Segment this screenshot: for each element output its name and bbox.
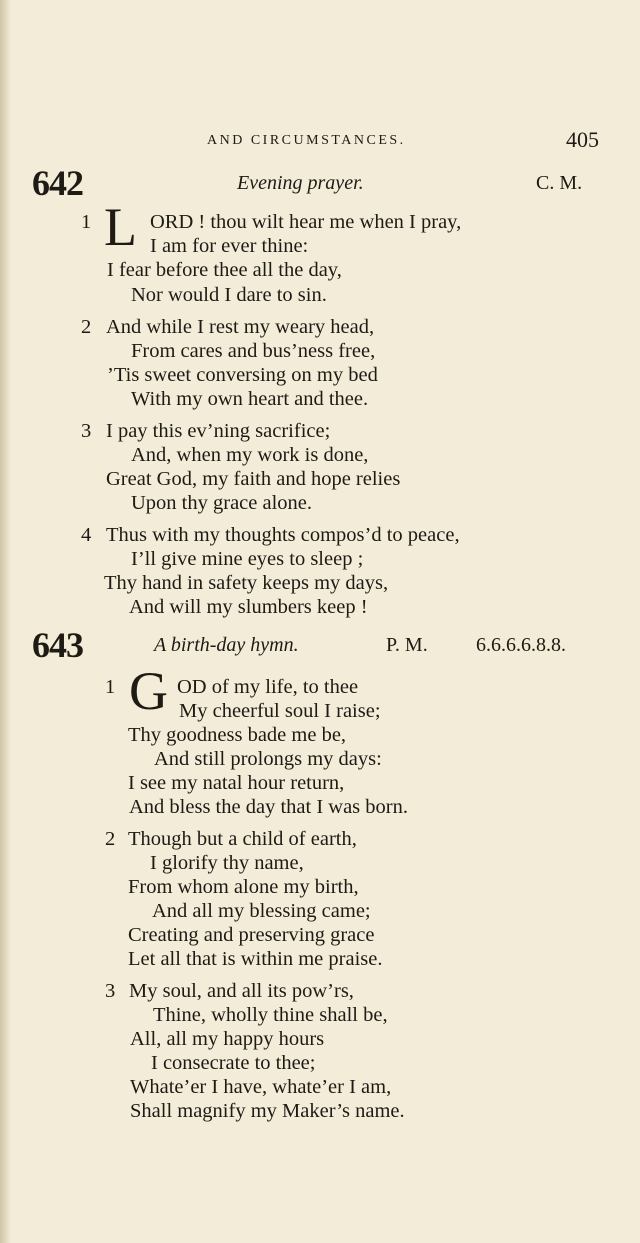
verse-number: 3 (81, 420, 92, 442)
verse-line: And all my blessing came; (152, 900, 371, 922)
verse-line: Thine, wholly thine shall be, (153, 1004, 388, 1026)
verse-line: Thy hand in safety keeps my days, (104, 572, 389, 594)
verse-line: From cares and bus’ness free, (131, 340, 376, 362)
verse-line: With my own heart and thee. (131, 388, 369, 410)
verse-line: I consecrate to thee; (151, 1052, 316, 1074)
verse-line: And will my slumbers keep ! (129, 596, 368, 618)
verse-number: 3 (105, 980, 116, 1002)
verse-line: Thy goodness bade me be, (128, 724, 347, 746)
verse-number: 1 (81, 211, 92, 233)
verse-line: My cheerful soul I raise; (179, 700, 381, 722)
hymn-number: 642 (32, 163, 83, 203)
verse-line: I’ll give mine eyes to sleep ; (131, 548, 364, 570)
hymn-meter-pattern: 6.6.6.6.8.8. (476, 634, 566, 656)
verse-line: Shall magnify my Maker’s name. (130, 1100, 405, 1122)
verse-line: Thus with my thoughts compos’d to peace, (106, 524, 460, 546)
running-head-title: AND CIRCUMSTANCES. (207, 133, 406, 148)
hymn-title: A birth-day hymn. (154, 634, 299, 656)
verse-line: I fear before thee all the day, (107, 259, 342, 281)
verse-line: And still prolongs my days: (154, 748, 382, 770)
verse-line: I see my natal hour return, (128, 772, 345, 794)
verse-line: Though but a child of earth, (128, 828, 357, 850)
verse-line: Nor would I dare to sin. (131, 284, 327, 306)
verse-line: Great God, my faith and hope relies (106, 468, 401, 490)
hymn-number: 643 (32, 625, 83, 665)
verse-number: 2 (105, 828, 116, 850)
hymn-643-heading (0, 624, 640, 664)
hymn-meter: C. M. (536, 172, 583, 194)
verse-line: Creating and preserving grace (128, 924, 375, 946)
verse-line: Whate’er I have, whate’er I am, (130, 1076, 392, 1098)
verse-line: My soul, and all its pow’rs, (129, 980, 354, 1002)
page-number: 405 (566, 127, 599, 152)
running-head (0, 127, 640, 157)
verse-line: ORD ! thou wilt hear me when I pray, (150, 211, 462, 233)
verse-line: I am for ever thine: (150, 235, 309, 257)
drop-cap: G (129, 661, 168, 721)
verse-line: And while I rest my weary head, (106, 316, 375, 338)
hymn-title: Evening prayer. (237, 172, 364, 194)
verse-line: From whom alone my birth, (128, 876, 359, 898)
verse-line: I pay this ev’ning sacrifice; (106, 420, 331, 442)
verse-line: Upon thy grace alone. (131, 492, 313, 514)
hymn-meter: P. M. (386, 634, 428, 656)
verse-line: And, when my work is done, (131, 444, 369, 466)
verse-line: And bless the day that I was born. (129, 796, 408, 818)
drop-cap: L (104, 197, 137, 257)
verse-line: All, all my happy hours (130, 1028, 325, 1050)
hymn-642-heading (0, 162, 640, 202)
verse-line: Let all that is within me praise. (128, 948, 383, 970)
verse-line: OD of my life, to thee (177, 676, 359, 698)
verse-number: 1 (105, 676, 116, 698)
verse-number: 4 (81, 524, 92, 546)
verse-line: I glorify thy name, (150, 852, 304, 874)
verse-number: 2 (81, 316, 92, 338)
verse-line: ’Tis sweet conversing on my bed (107, 364, 378, 386)
